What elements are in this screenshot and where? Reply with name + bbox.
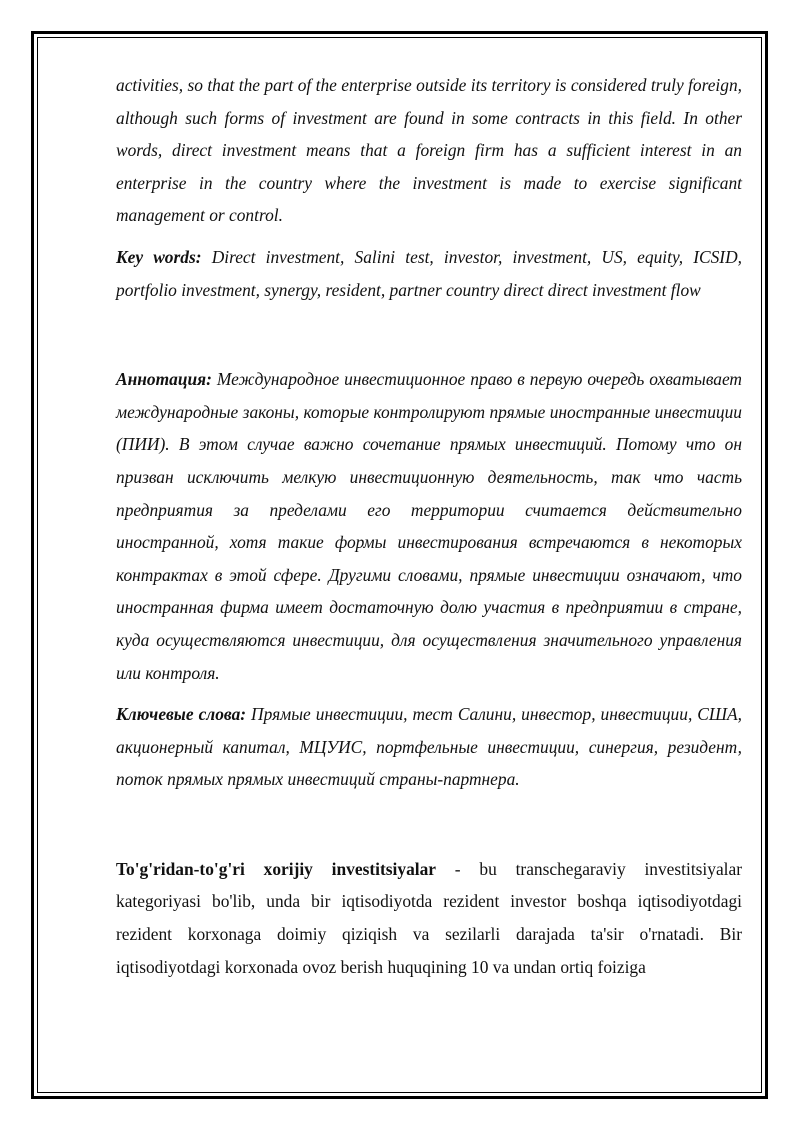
body-uz-text: - bu transchegaraviy investitsiyalar kategoriyasi bo'lib, unda bir iqtisodiyotda rezident investor boshqa iqtisodiyotdagi rezident korxonaga doimiy qiziqish va sezilarli darajada ta'sir o'rnatadi. Bir iqtisodiyotdagi korxonada ovoz berish huquqining 10 va undan ortiq foiziga [116,858,743,977]
abstract-ru [116,363,742,689]
keywords-en-text: Direct investment, Salini test, investor, investment, US, equity, ICSID, portfolio investment, synergy, resident, partner country direct direct investment flow [116,246,743,300]
body-uz-paragraph [116,853,742,983]
abstract-ru-text: Международное инвестиционное право в первую очередь охватывает международные законы, которые контролируют прямые иностранные инвестиции (ПИИ). В этом случае важно сочетание прямых инвестиций. Потому что он призван исключить мелкую инвестиционную деятельность, так что часть предприятия за пределами его территории считается действительно иностранной, хотя такие формы инвестирования встречаются в некоторых контрактах в этой сфере. Другими словами, прямые инвестиции означают, что иностранная фирма имеет достаточную долю участия в предприятии в стране, куда осуществляются инвестиции, для осуществления значительного управления или контроля. [116,369,742,683]
abstract-ru-label: Аннотация: [116,369,212,390]
body-uz-term: To'g'ridan-to'g'ri xorijiy investitsiyalar [116,858,437,879]
keywords-en-label: Key words: [116,246,202,267]
keywords-ru-text: Прямые инвестиции, тест Салини, инвестор, инвестиции, США, акционерный капитал, МЦУИС, портфельные инвестиции, синергия, резидент, поток прямых прямых инвестиций страны-партнера. [116,704,742,790]
keywords-en [116,241,742,306]
keywords-ru-label: Ключевые слова: [116,704,247,725]
keywords-ru [116,698,742,796]
document-body [116,69,742,983]
abstract-en-continuation: activities, so that the part of the enterprise outside its territory is considered truly foreign, although such forms of investment are found in some contracts in this field. In other words, direct investment means that a foreign firm has a sufficient interest in an enterprise in the country where the investment is made to exercise significant management or control. [116,75,742,226]
